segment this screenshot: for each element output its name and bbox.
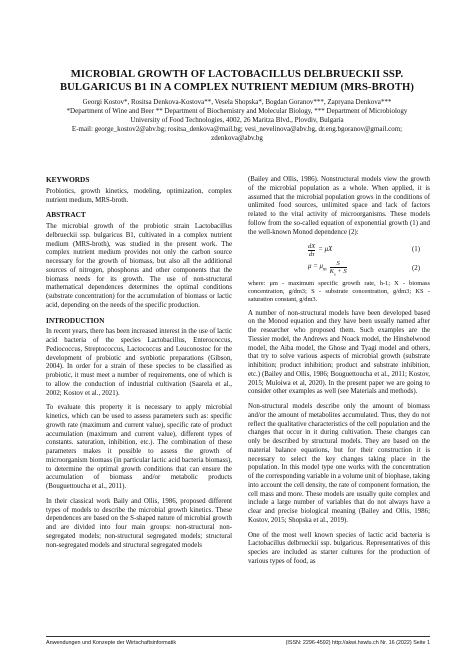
equation-2-number: (2) xyxy=(411,264,420,272)
keywords-heading: KEYWORDS xyxy=(46,175,90,184)
right-paragraph-3: Non-structural models describe only the amount of biomass and/or the amount of metabolites accumulated. Thus, they do not reflect the qualitative characteristics of the cell population and the changes that occur in it during cultivation. These changes can only be described by structural models. They are based on the material balance equations, but for their construction it is necessary to select the key changes taking place in the population. In this model type one works with the concentration of the corresponding variable in a volume unit of biophase, taking into account the cell density, the rate of component formation, the cell mass and more. These models are usually quite complex and include a large number of variables that do not always have a clear and precise biological meaning (Bailey and Ollis, 1986; Kostov, 2015; Shopska et al., 2019). xyxy=(248,403,430,524)
footer-issn: (ISSN: 2296-4592) http://akwi.hswlu.ch Nr. 16 (2022) Seite 1 xyxy=(285,640,430,646)
right-paragraph-1: (Bailey and Ollis, 1986). Nonstructural models view the growth of the microbial population as a whole. When applied, it is assumed that the microbial population grows in the conditions of unlimited food sources, unlimited space and lack of factors related to the vital activity of microorganisms. These models follow from the so-called equation of exponential growth (1) and the well-known Monod dependence (2): xyxy=(248,176,430,236)
right-paragraph-4: One of the most well known species of lactic acid bacteria is Lactobacillus delbrueckii ssp. bulgaricus. Representatives of this species are included as starter cultures for the production of various types of food, as xyxy=(248,531,430,565)
abstract-text: The microbial growth of the probiotic strain Lactobacillus delbrueckii ssp. bulgaricus B1, cultivated in a complex nutrient medium (MRS-broth), was studied in the present work. The complex nutrient medium provides not only the carbon source necessary for the growth of biomass, but also all the additional sources of nitrogen, phosphorus and other components that the biomass needs for its growth. The use of non-structural mathematical dependences determines the optimal conditions (substrate concentration) for the accumulation of biomass or lactic acid, depending on the needs of the specific production. xyxy=(46,223,232,309)
equation-1-expression: $\frac{dX}{d\tau}$ = μX xyxy=(308,243,333,259)
introduction-paragraph-3: In their classical work Baily and Ollis, 1986, proposed different types of models to describe the microbial growth kinetics. These dependences are based on the S-shaped nature of microbial growth and are divided into four main groups: non-structural non-segregated models; non-structural segregated models; structural non-segregated models and structural segregated models xyxy=(46,497,232,549)
right-paragraph-2: A number of non-structural models have been developed based on the Monod equation and they have been usually named after the researcher who proposed them. Such examples are the Tiessier model, the Andrews and Noack model, the Hinshelwood model, the Aiba model, the Ghose and Tyagi model and others, that try to solve various aspects of microbial growth (substrate inhibition; product inhibition; product and substrate inhibition, etc.) (Bailey and Ollis, 1986; Bouguettoucha et al., 2011; Kostov, 2015; Muloiwa et al, 2020). In the present paper we are going to consider other examples as well (see Materials and methods). xyxy=(248,309,430,396)
title-line-2: BULGARICUS B1 IN A COMPLEX NUTRIENT MEDIUM (MRS-BROTH) xyxy=(60,82,414,93)
title-line-1: MICROBIAL GROWTH OF LACTOBACILLUS DELBRUECKII SSP. xyxy=(70,69,404,80)
affiliation-departments: *Department of Wine and Beer ** Department of Biochemistry and Molecular Biology, *** Department of Microbiology xyxy=(66,107,408,115)
left-column xyxy=(46,176,232,550)
paper-title xyxy=(30,68,444,94)
abstract-heading: ABSTRACT xyxy=(46,210,86,220)
equation-1 xyxy=(248,243,430,258)
introduction-heading: INTRODUCTION xyxy=(46,315,105,325)
author-block xyxy=(30,98,444,143)
introduction-paragraph-1: In recent years, there has been increased interest in the use of lactic acid bacteria of the species Lactobacillus, Enterococcus, Pediococcus, Streptococcus, Lactococcus and Leuconostoc for the development of probiotic and synbiotic preparations (Gibson, 2004). In order for a strain of these species to be classified as probiotic, it must meet a number of requirements, one of which is to allow the conduction of industrial cultivation (Saarela et al., 2002; Kostov et al., 2021). xyxy=(46,328,232,397)
introduction-paragraph-2: To evaluate this property it is necessary to apply microbial kinetics, which can be used to assess parameters such as: specific growth rate (maximum and current value), specific rate of product accumulation (maximum and current value), different types of constants. saturation, inhibition, etc.). The combination of these parameters makes it possible to assess the growth of microorganism biomass (in particular lactic acid bacteria biomass), to determine the optimal growth conditions that can ensure the accumulation of biomass and/or metabolic products (Bouguettoucha et al., 2011). xyxy=(46,404,232,490)
page-footer xyxy=(46,636,430,646)
affiliation-university: University of Food Technologies, 4002, 26 Maritza Blvd., Plovdiv, Bulgaria xyxy=(130,116,344,124)
author-emails: E-mail: george_kostov2@abv.bg; rositsa_denkova@mail.bg; vesi_nevelinova@abv.bg, dr.eng.bgoranov@gmail.com; xyxy=(71,125,403,133)
equation-definitions: where: μm - maximum specific growth rate, h-1; X - biomass concentration, g/dm3; S - substrate concentration, g/dm3; KS - saturation constant, g/dm3. xyxy=(248,279,430,303)
right-column xyxy=(248,176,430,567)
equation-2-expression: $\mu = \mu_m$ $\frac{S}{K_s + S}$ xyxy=(308,260,347,277)
keywords-text: Probiotics, growth kinetics, modeling, optimization, complex nutrient medium, MRS-broth. xyxy=(46,187,232,204)
author-emails-cont: zdenkova@abv.bg xyxy=(211,134,263,142)
equation-2 xyxy=(248,260,430,277)
author-names: Georgi Kostov*, Rositsa Denkova-Kostova**, Vesela Shopska*, Bogdan Goranov***, Zapryana Denkova*** xyxy=(82,98,392,106)
equation-1-number: (1) xyxy=(411,246,420,254)
footer-journal: Anwendungen und Konzepte der Wirtschaftsinformatik xyxy=(46,640,177,646)
